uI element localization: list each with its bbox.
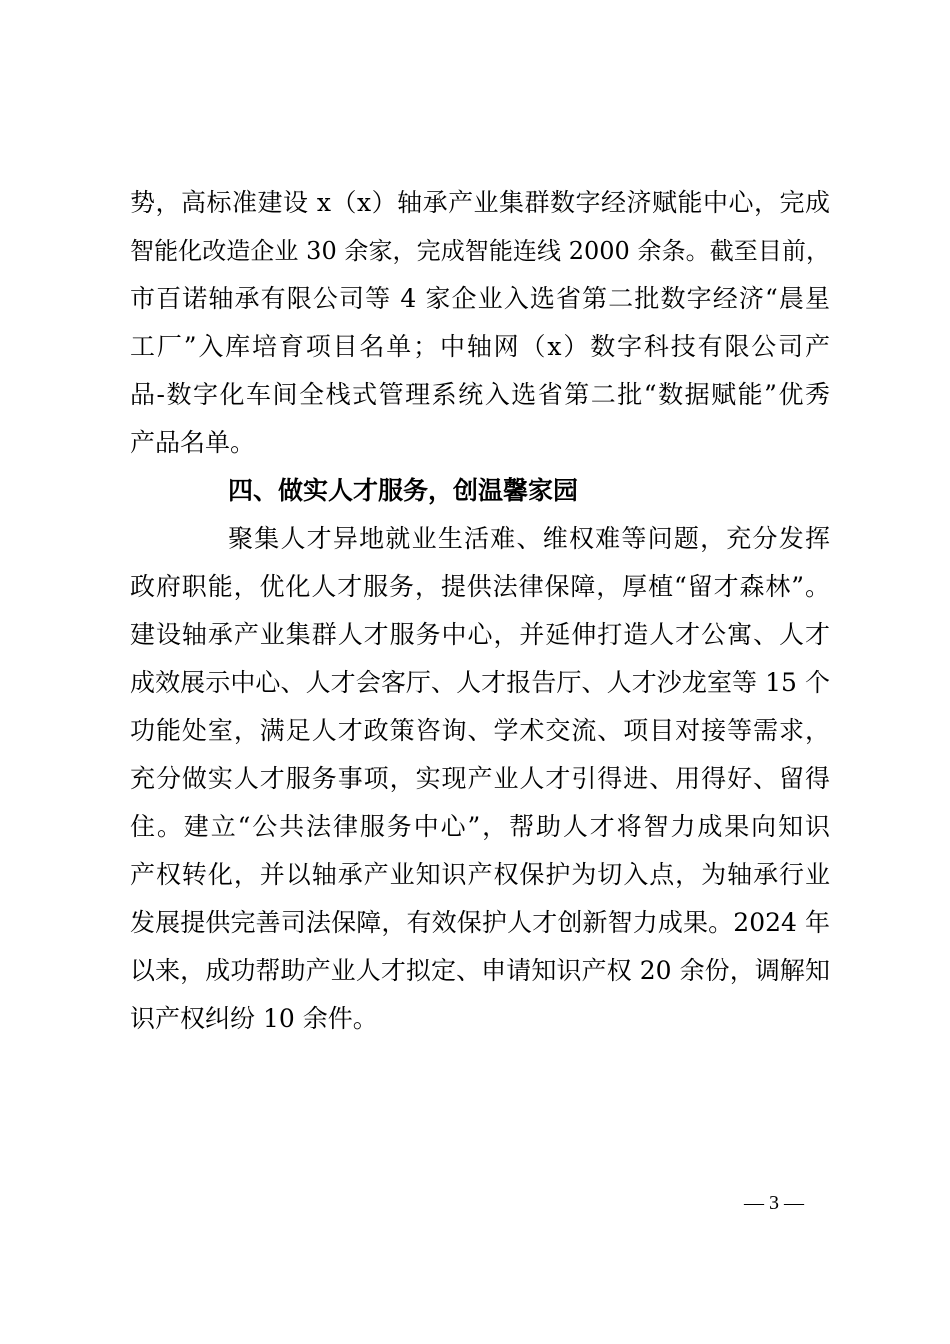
paragraph-1-line-2: 智能化改造企业 30 余家，完成智能连线 2000 余条。截至目前，: [130, 237, 830, 265]
paragraph-2-line-2: 政府职能，优化人才服务，提供法律保障，厚植“留才森林”。: [130, 572, 830, 601]
paragraph-2-line-1: 聚集人才异地就业生活难、维权难等问题，充分发挥: [228, 524, 830, 553]
paragraph-2-line-8: 产权转化，并以轴承产业知识产权保护为切入点，为轴承行业: [130, 860, 830, 889]
paragraph-1-line-1: 势，高标准建设 x（x）轴承产业集群数字经济赋能中心，完成: [130, 188, 830, 217]
paragraph-2-line-7: 住。建立“公共法律服务中心”，帮助人才将智力成果向知识: [130, 812, 830, 841]
paragraph-2-line-6: 充分做实人才服务事项，实现产业人才引得进、用得好、留得: [130, 764, 830, 793]
paragraph-2-line-11: 识产权纠纷 10 余件。: [130, 1004, 378, 1033]
paragraph-2-line-9: 发展提供完善司法保障，有效保护人才创新智力成果。2024 年: [130, 908, 830, 937]
section-heading: 四、做实人才服务，创温馨家园: [228, 476, 579, 505]
paragraph-1-line-4: 工厂”入库培育项目名单；中轴网（x）数字科技有限公司产: [130, 332, 830, 361]
paragraph-2-line-5: 功能处室，满足人才政策咨询、学术交流、项目对接等需求，: [130, 716, 830, 745]
paragraph-1-line-5: 品-数字化车间全栈式管理系统入选省第二批“数据赋能”优秀: [130, 380, 830, 409]
paragraph-2-line-4: 成效展示中心、人才会客厅、人才报告厅、人才沙龙室等 15 个: [130, 668, 830, 697]
paragraph-2-line-3: 建设轴承产业集群人才服务中心，并延伸打造人才公寓、人才: [130, 620, 830, 649]
paragraph-1-line-6: 产品名单。: [130, 428, 256, 457]
paragraph-1-line-3: 市百诺轴承有限公司等 4 家企业入选省第二批数字经济“晨星: [130, 284, 830, 313]
paragraph-2-line-10: 以来，成功帮助产业人才拟定、申请知识产权 20 余份，调解知: [130, 956, 830, 985]
page-number: — 3 —: [744, 1192, 804, 1214]
